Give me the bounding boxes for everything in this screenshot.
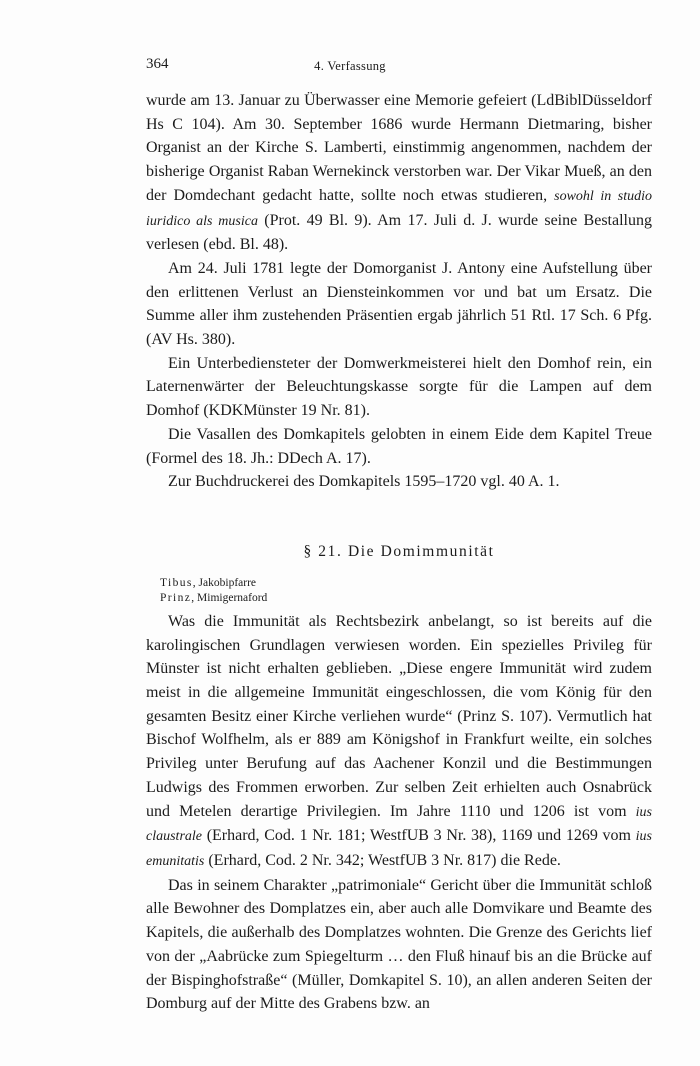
paragraph: Ein Unterbediensteter der Domwerkmeisterei hielt den Domhof rein, ein Laternenwärter der Beleuchtungskasse sorgte für die Lampen auf dem Domhof (KDKMünster 19 Nr. 81). — [146, 354, 652, 420]
section-heading: § 21. Die Domimmunität — [303, 542, 495, 560]
text-block — [146, 89, 652, 1016]
literature-list — [146, 576, 652, 606]
literature-item: Prinz, Mimigernaford — [160, 591, 268, 604]
literature-item: Tibus, Jakobipfarre — [160, 576, 257, 589]
latin-term: ius claustrale — [146, 804, 652, 845]
paragraph: Die Vasallen des Domkapitels gelobten in einem Eide dem Kapitel Treue (Formel des 18. Jh.: DDech A. 17). — [146, 425, 652, 467]
paragraph: Am 24. Juli 1781 legte der Domorganist J. Antony eine Aufstellung über den erlittenen Verlust an Diensteinkommen vor und bat um Ersatz. Die Summe aller ihm zustehenden Präsentien ergab jährlich 51 Rtl. 17 Sch. 6 Pfg. (AV Hs. 380). — [146, 259, 652, 349]
paragraph: Zur Buchdruckerei des Domkapitels 1595–1720 vgl. 40 A. 1. — [168, 473, 560, 491]
paragraph: Das in seinem Charakter „patrimoniale“ Gericht über die Immunität schloß alle Bewohner des Domplatzes ein, aber auch alle Domvikare und Beamte des Kapitels, die außerhalb des Domplatzes wohnten. Die Grenze des Gerichts lief von der „Aabrücke zum Spiegelturm … den Fluß hinauf bis an die Brücke auf der Bispinghofstraße“ (Müller, Domkapitel S. 10), an allen anderen Seiten der Domburg auf der Mitte des Grabens bzw. an — [146, 876, 652, 1013]
running-head: 4. Verfassung — [314, 59, 386, 73]
latin-term: ius emunitatis — [146, 829, 652, 869]
paragraph: Was die Immunität als Rechtsbezirk anbelangt, so ist bereits auf die karolingischen Grundlagen verwiesen worden. Ein spezielles Privileg für Münster ist nicht erhalten geblieben. „Diese engere Immunität wird zudem meist in die allgemeine Immunität eingeschlossen, die vom König für den gesamten Besitz einer Kirche verliehen wurde“ (Prinz S. 107). Vermutlich hat Bischof Wolfhelm, als er 889 am Königshof in Frankfurt weilte, ein solches Privileg unter Berufung auf das Aachener Konzil und die Bestimmungen Ludwigs des Frommen erworben. Zur selben Zeit erhielten auch Osnabrück und Metelen derartige Privilegien. Im Jahre 1110 und 1206 ist vom ius claustrale (Erhard, Cod. 1 Nr. 181; WestfUB 3 Nr. 38), 1169 und 1269 vom ius emunitatis (Erhard, Cod. 2 Nr. 342; WestfUB 3 Nr. 817) die Rede. — [146, 612, 652, 869]
latin-phrase: sowohl in studio iuridico als musica — [146, 188, 652, 229]
page-number: 364 — [146, 56, 169, 72]
paragraph-continued: wurde am 13. Januar zu Überwasser eine Memorie gefeiert (LdBiblDüsseldorf Hs C 104). Am 30. September 1686 wurde Hermann Dietmaring, bisher Organist an der Kirche S. Lamberti, einstimmig angenommen, nachdem der bisherige Organist Raban Wernekinck verstorben war. Der Vikar Mueß, an den der Domdechant gedacht hatte, sollte noch etwas studieren, sowohl in studio iuridico als musica (Prot. 49 Bl. 9). Am 17. Juli d. J. wurde seine Bestallung verlesen (ebd. Bl. 48). — [146, 92, 652, 254]
